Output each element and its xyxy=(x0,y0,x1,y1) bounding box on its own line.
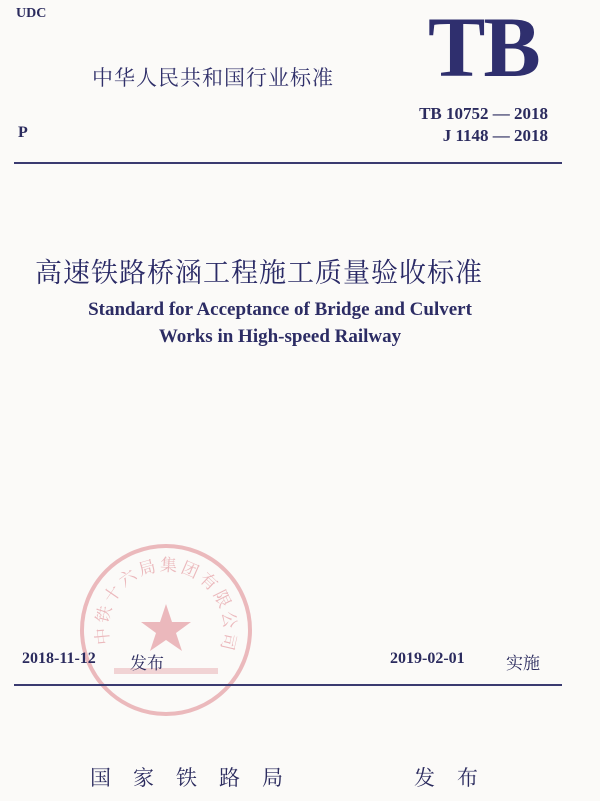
top-divider xyxy=(14,162,562,164)
implementation-date: 2019-02-01 xyxy=(390,650,465,667)
issue-label: 发布 xyxy=(130,654,164,674)
udc-label: UDC xyxy=(16,6,47,21)
standard-code-j: J 1148 — 2018 xyxy=(442,126,548,145)
seal-text: 中铁十六局集团有限公司 xyxy=(92,555,240,655)
implementation-label: 实施 xyxy=(506,654,540,674)
industry-standard-heading: 中华人民共和国行业标准 xyxy=(92,66,334,90)
issue-date: 2018-11-12 xyxy=(22,650,96,667)
title-english-line1: Standard for Acceptance of Bridge and Culvert xyxy=(88,299,472,320)
standard-code-tb: TB 10752 — 2018 xyxy=(419,104,548,123)
title-english-line2: Works in High-speed Railway xyxy=(158,326,402,347)
category-mark: P xyxy=(18,124,28,141)
publisher-name: 国家铁路局 xyxy=(90,766,305,790)
bottom-divider xyxy=(14,684,562,686)
title-chinese: 高速铁路桥涵工程施工质量验收标准 xyxy=(35,258,483,289)
company-seal-stamp xyxy=(76,540,256,720)
publish-label: 发布 xyxy=(414,766,500,790)
tb-logo: TB xyxy=(428,0,539,95)
